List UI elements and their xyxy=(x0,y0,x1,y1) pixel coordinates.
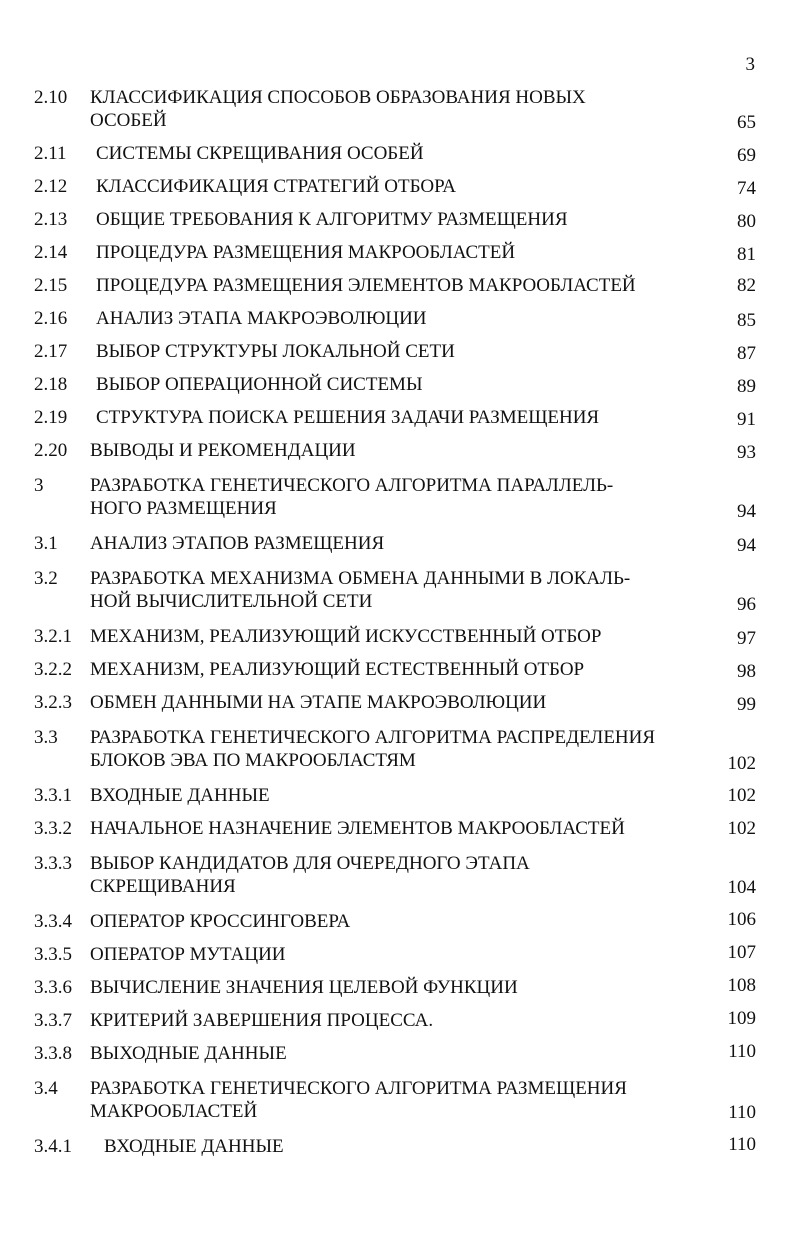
toc-entry-number: 3.1 xyxy=(34,533,58,554)
toc-entry-number: 3.3.4 xyxy=(34,911,72,932)
toc-entry-title-line1: РАЗРАБОТКА ГЕНЕТИЧЕСКОГО АЛГОРИТМА РАСПРЕДЕЛЕНИЯ xyxy=(90,727,656,748)
toc-entry-title: ВХОДНЫЕ ДАННЫЕ xyxy=(104,1136,284,1157)
toc-entry-page: 87 xyxy=(737,343,756,364)
toc-entry-page: 82 xyxy=(737,275,756,296)
toc-entry-page: 94 xyxy=(737,501,756,522)
toc-entry-number: 3.2 xyxy=(34,568,58,589)
toc-entry-page: 106 xyxy=(727,909,756,930)
toc-entry-page: 108 xyxy=(727,975,756,996)
toc-entry xyxy=(34,726,756,772)
toc-entry-page: 94 xyxy=(737,535,756,556)
toc-entry xyxy=(34,340,756,363)
toc-entry xyxy=(34,625,756,648)
toc-entry-title-line2: НОЙ ВЫЧИСЛИТЕЛЬНОЙ СЕТИ xyxy=(90,591,373,612)
toc-entry-title-line1: РАЗРАБОТКА ГЕНЕТИЧЕСКОГО АЛГОРИТМА РАЗМЕЩЕНИЯ xyxy=(90,1078,627,1099)
toc-entry xyxy=(34,307,756,330)
toc-entry xyxy=(34,1042,756,1065)
toc-entry-page: 65 xyxy=(737,112,756,133)
toc-entry-number: 3.2.3 xyxy=(34,692,72,713)
toc-entry xyxy=(34,373,756,396)
toc-entry-number: 3.3.1 xyxy=(34,785,72,806)
toc-entry-number: 2.16 xyxy=(34,308,68,329)
toc-entry xyxy=(34,691,756,714)
toc-entry-page: 110 xyxy=(728,1041,756,1062)
toc-entry-number: 2.19 xyxy=(34,407,68,428)
toc-entry xyxy=(34,658,756,681)
toc-entry-title: МЕХАНИЗМ, РЕАЛИЗУЮЩИЙ ЕСТЕСТВЕННЫЙ ОТБОР xyxy=(90,659,585,680)
toc-entry xyxy=(34,241,756,264)
toc-entry-title-line1: ВЫБОР КАНДИДАТОВ ДЛЯ ОЧЕРЕДНОГО ЭТАПА xyxy=(90,853,530,874)
toc-entry xyxy=(34,532,756,555)
toc-entry-title-line2: НОГО РАЗМЕЩЕНИЯ xyxy=(90,498,277,519)
toc-entry-title-line2: СКРЕЩИВАНИЯ xyxy=(90,876,236,897)
toc-entry xyxy=(34,1009,756,1032)
page-number: 3 xyxy=(745,54,755,75)
toc-entry-title xyxy=(90,474,613,520)
toc-entry-title-line2: МАКРООБЛАСТЕЙ xyxy=(90,1101,258,1122)
toc-entry-number: 2.11 xyxy=(34,143,67,164)
toc-entry-title: МЕХАНИЗМ, РЕАЛИЗУЮЩИЙ ИСКУССТВЕННЫЙ ОТБОР xyxy=(90,626,602,647)
toc-entry-title: ВХОДНЫЕ ДАННЫЕ xyxy=(90,785,270,806)
toc-entry-page: 81 xyxy=(737,244,756,265)
toc-entry-title: АНАЛИЗ ЭТАПОВ РАЗМЕЩЕНИЯ xyxy=(90,533,385,554)
toc-entry xyxy=(34,274,756,297)
toc-entry-page: 98 xyxy=(737,661,756,682)
toc-entry-number: 3.4 xyxy=(34,1078,58,1099)
toc-entry-number: 3.3.6 xyxy=(34,977,72,998)
toc-entry-number: 3.3.8 xyxy=(34,1043,72,1064)
toc-entry xyxy=(34,817,756,840)
toc-entry-title-line2: БЛОКОВ ЭВА ПО МАКРООБЛАСТЯМ xyxy=(90,750,416,771)
toc-entry xyxy=(34,852,756,898)
toc-entry-title: СТРУКТУРА ПОИСКА РЕШЕНИЯ ЗАДАЧИ РАЗМЕЩЕНИЯ xyxy=(96,407,600,428)
toc-entry-title xyxy=(90,567,630,613)
toc-entry-title: ОБМЕН ДАННЫМИ НА ЭТАПЕ МАКРОЭВОЛЮЦИИ xyxy=(90,692,547,713)
toc-entry-title xyxy=(90,86,586,132)
toc-entry-title-line1: РАЗРАБОТКА МЕХАНИЗМА ОБМЕНА ДАННЫМИ В ЛОКАЛЬ- xyxy=(90,568,631,589)
toc-entry-number: 2.14 xyxy=(34,242,68,263)
toc-entry-page: 109 xyxy=(727,1008,756,1029)
toc-entry xyxy=(34,142,756,165)
toc-entry-number: 2.12 xyxy=(34,176,68,197)
toc-entry-page: 97 xyxy=(737,628,756,649)
toc-entry-page: 91 xyxy=(737,409,756,430)
toc-entry-title: ПРОЦЕДУРА РАЗМЕЩЕНИЯ МАКРООБЛАСТЕЙ xyxy=(96,242,516,263)
toc-entry-page: 102 xyxy=(727,818,756,839)
toc-entry-number: 3.2.1 xyxy=(34,626,72,647)
toc-entry-title: ВЫХОДНЫЕ ДАННЫЕ xyxy=(90,1043,287,1064)
toc-entry-number: 2.18 xyxy=(34,374,68,395)
toc-entry-title xyxy=(90,852,530,898)
table-of-contents xyxy=(34,86,756,1158)
toc-entry xyxy=(34,474,756,520)
toc-entry-page: 80 xyxy=(737,211,756,232)
toc-entry-title: ОПЕРАТОР МУТАЦИИ xyxy=(90,944,286,965)
toc-entry-page: 110 xyxy=(728,1102,756,1123)
toc-entry-number: 3.3.5 xyxy=(34,944,72,965)
toc-entry-page: 104 xyxy=(727,877,756,898)
toc-entry-page: 110 xyxy=(728,1134,756,1155)
toc-entry-title xyxy=(90,726,655,772)
toc-entry-title: ВЫВОДЫ И РЕКОМЕНДАЦИИ xyxy=(90,440,356,461)
toc-entry-number: 2.20 xyxy=(34,440,68,461)
toc-entry-page: 107 xyxy=(727,942,756,963)
toc-entry-number: 3.3.3 xyxy=(34,853,72,874)
toc-entry-title: ВЫБОР ОПЕРАЦИОННОЙ СИСТЕМЫ xyxy=(96,374,423,395)
toc-entry-page: 69 xyxy=(737,145,756,166)
toc-entry xyxy=(34,406,756,429)
toc-entry-title: СИСТЕМЫ СКРЕЩИВАНИЯ ОСОБЕЙ xyxy=(96,143,424,164)
toc-entry-title: КЛАССИФИКАЦИЯ СТРАТЕГИЙ ОТБОРА xyxy=(96,176,456,197)
toc-entry-number: 2.13 xyxy=(34,209,68,230)
toc-entry-page: 102 xyxy=(727,753,756,774)
toc-entry-title xyxy=(90,1077,627,1123)
toc-entry-title: АНАЛИЗ ЭТАПА МАКРОЭВОЛЮЦИИ xyxy=(96,308,427,329)
toc-entry-number: 3 xyxy=(34,475,44,496)
toc-entry xyxy=(34,976,756,999)
toc-entry-number: 3.3.7 xyxy=(34,1010,72,1031)
toc-entry-page: 89 xyxy=(737,376,756,397)
toc-entry-page: 85 xyxy=(737,310,756,331)
toc-entry-number: 2.17 xyxy=(34,341,68,362)
toc-entry xyxy=(34,86,756,133)
toc-entry-page: 93 xyxy=(737,442,756,463)
toc-entry xyxy=(34,1135,756,1158)
toc-entry xyxy=(34,208,756,231)
toc-entry-title: ПРОЦЕДУРА РАЗМЕЩЕНИЯ ЭЛЕМЕНТОВ МАКРООБЛАСТЕЙ xyxy=(96,275,636,296)
toc-entry-number: 3.3.2 xyxy=(34,818,72,839)
toc-entry-title: ВЫЧИСЛЕНИЕ ЗНАЧЕНИЯ ЦЕЛЕВОЙ ФУНКЦИИ xyxy=(90,977,518,998)
toc-entry-page: 99 xyxy=(737,694,756,715)
toc-entry xyxy=(34,567,756,613)
toc-entry-number: 2.15 xyxy=(34,275,68,296)
toc-entry-page: 74 xyxy=(737,178,756,199)
toc-entry-number: 3.3 xyxy=(34,727,58,748)
toc-entry-page: 102 xyxy=(727,785,756,806)
toc-entry xyxy=(34,910,756,933)
toc-entry xyxy=(34,439,756,462)
toc-entry xyxy=(34,1077,756,1123)
toc-entry-title: НАЧАЛЬНОЕ НАЗНАЧЕНИЕ ЭЛЕМЕНТОВ МАКРООБЛАСТЕЙ xyxy=(90,818,625,839)
toc-entry-title: ОПЕРАТОР КРОССИНГОВЕРА xyxy=(90,911,351,932)
toc-entry xyxy=(34,175,756,198)
toc-entry-title-line2: ОСОБЕЙ xyxy=(90,110,167,131)
toc-entry-title-line1: РАЗРАБОТКА ГЕНЕТИЧЕСКОГО АЛГОРИТМА ПАРАЛЛЕЛЬ- xyxy=(90,475,614,496)
toc-entry-number: 2.10 xyxy=(34,87,68,108)
toc-entry-number: 3.4.1 xyxy=(34,1136,72,1157)
toc-entry-number: 3.2.2 xyxy=(34,659,72,680)
toc-entry xyxy=(34,784,756,807)
toc-entry-page: 96 xyxy=(737,594,756,615)
toc-entry xyxy=(34,943,756,966)
toc-entry-title-line1: КЛАССИФИКАЦИЯ СПОСОБОВ ОБРАЗОВАНИЯ НОВЫХ xyxy=(90,87,586,108)
toc-entry-title: ОБЩИЕ ТРЕБОВАНИЯ К АЛГОРИТМУ РАЗМЕЩЕНИЯ xyxy=(96,209,568,230)
toc-entry-title: ВЫБОР СТРУКТУРЫ ЛОКАЛЬНОЙ СЕТИ xyxy=(96,341,455,362)
toc-entry-title: КРИТЕРИЙ ЗАВЕРШЕНИЯ ПРОЦЕССА. xyxy=(90,1010,434,1031)
